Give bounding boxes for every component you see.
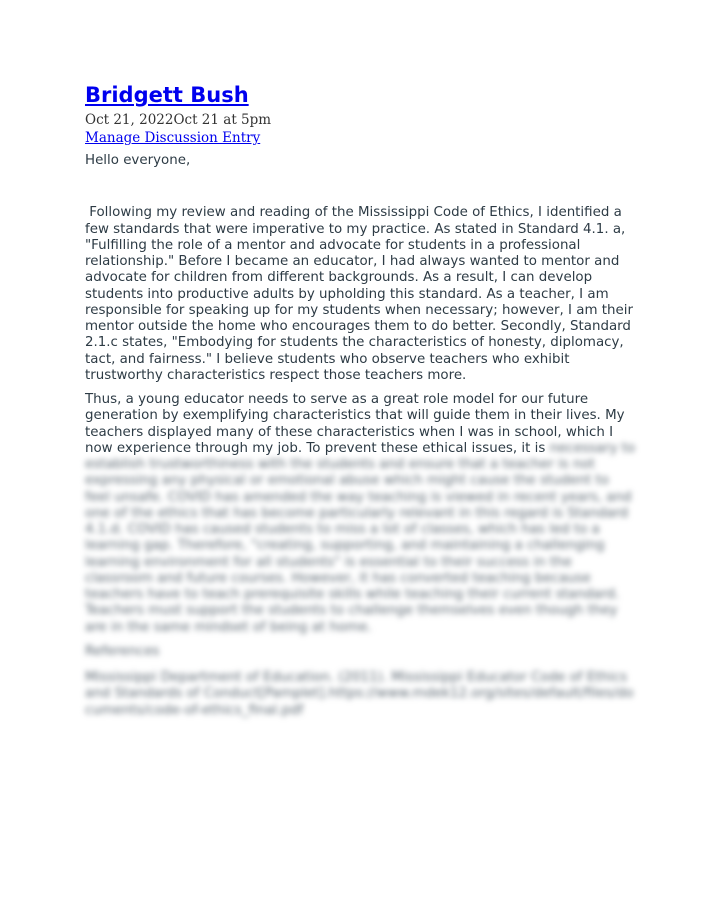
paragraph-2-visible-text: Thus, a young educator needs to serve as a great role model for our future generation by exemplifying characteristics that will guide them in their lives. My teachers displayed many of these characteristics when I was in school, which I now experience through my job. To prevent these ethical issues, it is <box>85 392 625 456</box>
manage-discussion-entry-link[interactable]: Manage Discussion Entry <box>85 130 261 146</box>
references-heading: References <box>85 643 160 659</box>
discussion-entry <box>85 80 637 719</box>
paragraph-1: Following my review and reading of the Mississippi Code of Ethics, I identified a few standards that were imperative to my practice. As stated in Standard 4.1. a, "Fulfilling the role of a mentor and advocate for students in a professional relationship." Before I became an educator, I had always wanted to mentor and advocate for children from different backgrounds. As a result, I can develop students into productive adults by upholding this standard. As a teacher, I am responsible for speaking up for my students when necessary; however, I am their mentor outside the home who encourages them to do better. Secondly, Standard 2.1.c states, "Embodying for students the characteristics of honesty, diplomacy, tact, and fairness." I believe students who observe teachers who exhibit trustworthy characteristics respect those teachers more. <box>85 205 638 383</box>
post-date: Oct 21, 2022Oct 21 at 5pm <box>85 112 272 128</box>
paragraph-2-blurred-text: necessary to establish trustworthiness with the students and ensure that a teacher is not expressing any physical or emotional abuse which might cause the student to feel unsafe. COVID has amended the way teaching is viewed in recent years, and one of the ethics that has become particularly relevant in this regard is Standard 4.1.d. COVID has caused students to miss a lot of classes, which has led to a learning gap. Therefore, "creating, supporting, and maintaining a challenging learning environment for all students" is essential to their success in the classroom and future courses. However, it has converted teaching because teachers have to teach prerequisite skills while teaching their current standard. Teachers must support the students to challenge themselves even though they are in the same mindset of being at home. <box>85 440 636 635</box>
greeting-text: Hello everyone, <box>85 153 191 168</box>
paragraph-2 <box>85 392 637 636</box>
post-body <box>85 153 637 719</box>
author-name-link[interactable]: Bridgett Bush <box>85 83 249 107</box>
reference-entry: Mississippi Department of Education. (2011). Mississippi Educator Code of Ethics and Standards of Conduct[Pamplet].https://www.mdek12.org/sites/default/files/documents/code-of-ethics_final.pdf <box>85 670 634 718</box>
